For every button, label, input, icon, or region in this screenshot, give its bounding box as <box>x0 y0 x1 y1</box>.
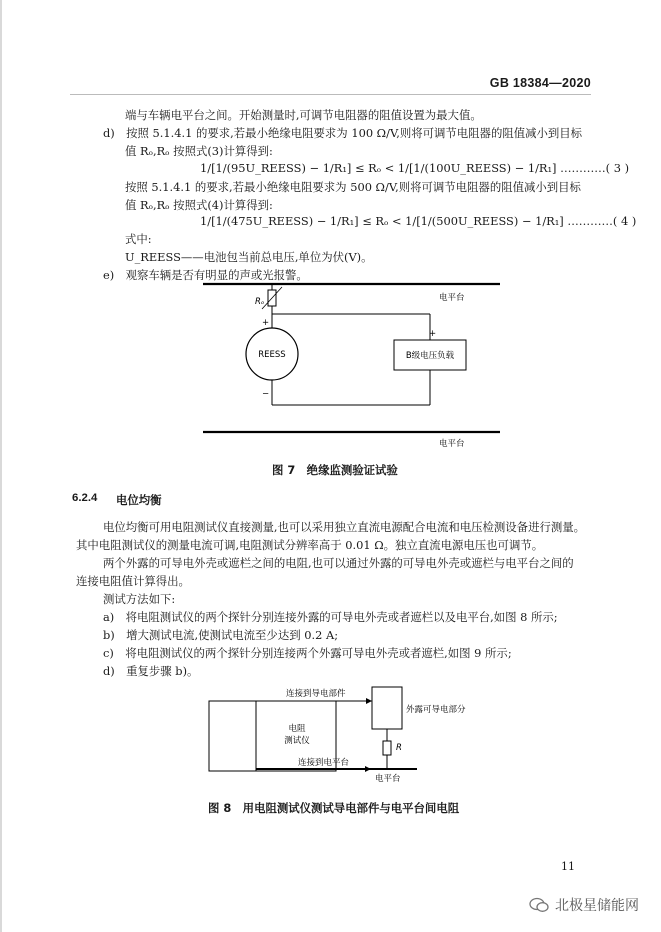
watermark <box>529 895 639 915</box>
chassis-bottom-label: 电平台 <box>439 439 465 449</box>
figure-7-diagram <box>195 278 505 450</box>
chassis-label-fig8: 电平台 <box>375 774 401 784</box>
item-d-line2: 值 Rₒ,Rₒ 按照式(3)计算得到: <box>125 144 273 158</box>
plus-left: + <box>262 318 270 328</box>
resistor-label: Rₒ <box>255 297 265 307</box>
figure-7-caption: 图 7 绝缘监测验证试验 <box>272 463 398 477</box>
step-b: b) 增大测试电流,使测试电流至少达到 0.2 A; <box>103 628 339 642</box>
plus-load: + <box>429 329 437 339</box>
load-label: B级电压负载 <box>405 351 455 361</box>
tester-label-2: 测试仪 <box>284 736 310 746</box>
standard-id: GB 18384—2020 <box>489 76 591 90</box>
step-d: d) 重复步骤 b)。 <box>103 664 199 678</box>
top-line: 端与车辆电平台之间。开始测量时,可调节电阻器的阻值设置为最大值。 <box>125 108 482 122</box>
item-d-line1: d) 按照 5.1.4.1 的要求,若最小绝缘电阻要求为 100 Ω/V,则将可调节电阻器的阻值减小到目标 <box>103 126 583 140</box>
header-rule <box>70 94 591 95</box>
para1-line1: 电位均衡可用电阻测试仪直接测量,也可以采用独立直流电源配合电流和电压检测设备进行测量。 <box>103 520 586 534</box>
exposed-part-box <box>372 687 402 729</box>
exposed-part-label: 外露可导电部分 <box>406 705 466 715</box>
item-e: e) 观察车辆是否有明显的声或光报警。 <box>103 268 308 282</box>
top-wire-label: 连接到导电部件 <box>286 689 346 699</box>
r-label: R <box>396 743 402 753</box>
step-a: a) 将电阻测试仪的两个探针分别连接外露的可导电外壳或者遮栏以及电平台,如图 8 所示; <box>103 610 558 624</box>
step-c: c) 将电阻测试仪的两个探针分别连接两个外露可导电外壳或者遮栏,如图 9 所示; <box>103 646 512 660</box>
r-resistor <box>383 741 391 755</box>
section-title: 电位均衡 <box>116 495 162 507</box>
tester-label-1: 电阻 <box>288 724 306 734</box>
item-d-line3: 按照 5.1.4.1 的要求,若最小绝缘电阻要求为 500 Ω/V,则将可调节电阻器的阻值减小到目标 <box>125 180 581 194</box>
equation-3: 1/[1/(95U_REESS) − 1/R₁] ≤ Rₒ < 1/[1/(100U_REESS) − 1/R₁] …………( 3 ) <box>200 161 630 175</box>
para2-line2: 连接电阻值计算得出。 <box>76 574 190 588</box>
where-label: 式中: <box>125 232 152 246</box>
bottom-wire-label: 连接到电平台 <box>298 758 350 768</box>
figure-8-caption: 图 8 用电阻测试仪测试导电部件与电平台间电阻 <box>208 801 460 815</box>
chassis-top-label: 电平台 <box>439 293 465 303</box>
watermark-text: 北极星储能网 <box>555 898 639 914</box>
ureess-definition: U_REESS——电池包当前总电压,单位为伏(V)。 <box>125 250 373 264</box>
para2-line1: 两个外露的可导电外壳或遮栏之间的电阻,也可以通过外露的可导电外壳或遮栏与电平台之间的 <box>103 556 574 570</box>
section-number: 6.2.4 <box>72 492 98 504</box>
page-edge <box>0 0 2 932</box>
item-d-line4: 值 Rₒ,Rₒ 按照式(4)计算得到: <box>125 198 273 212</box>
para1-line2: 其中电阻测试仪的测量电流可调,电阻测试分辨率高于 0.01 Ω。独立直流电源电压也可调节。 <box>76 538 544 552</box>
wechat-icon <box>529 897 549 913</box>
method-intro: 测试方法如下: <box>103 592 176 606</box>
page-number: 11 <box>561 860 575 873</box>
minus-left: − <box>262 389 270 399</box>
reess-label: REESS <box>258 350 286 360</box>
figure-8-diagram <box>205 684 470 784</box>
tester-outer-box <box>209 701 256 771</box>
equation-4: 1/[1/(475U_REESS) − 1/R₁] ≤ Rₒ < 1/[1/(500U_REESS) − 1/R₁] …………( 4 ) <box>200 214 637 228</box>
